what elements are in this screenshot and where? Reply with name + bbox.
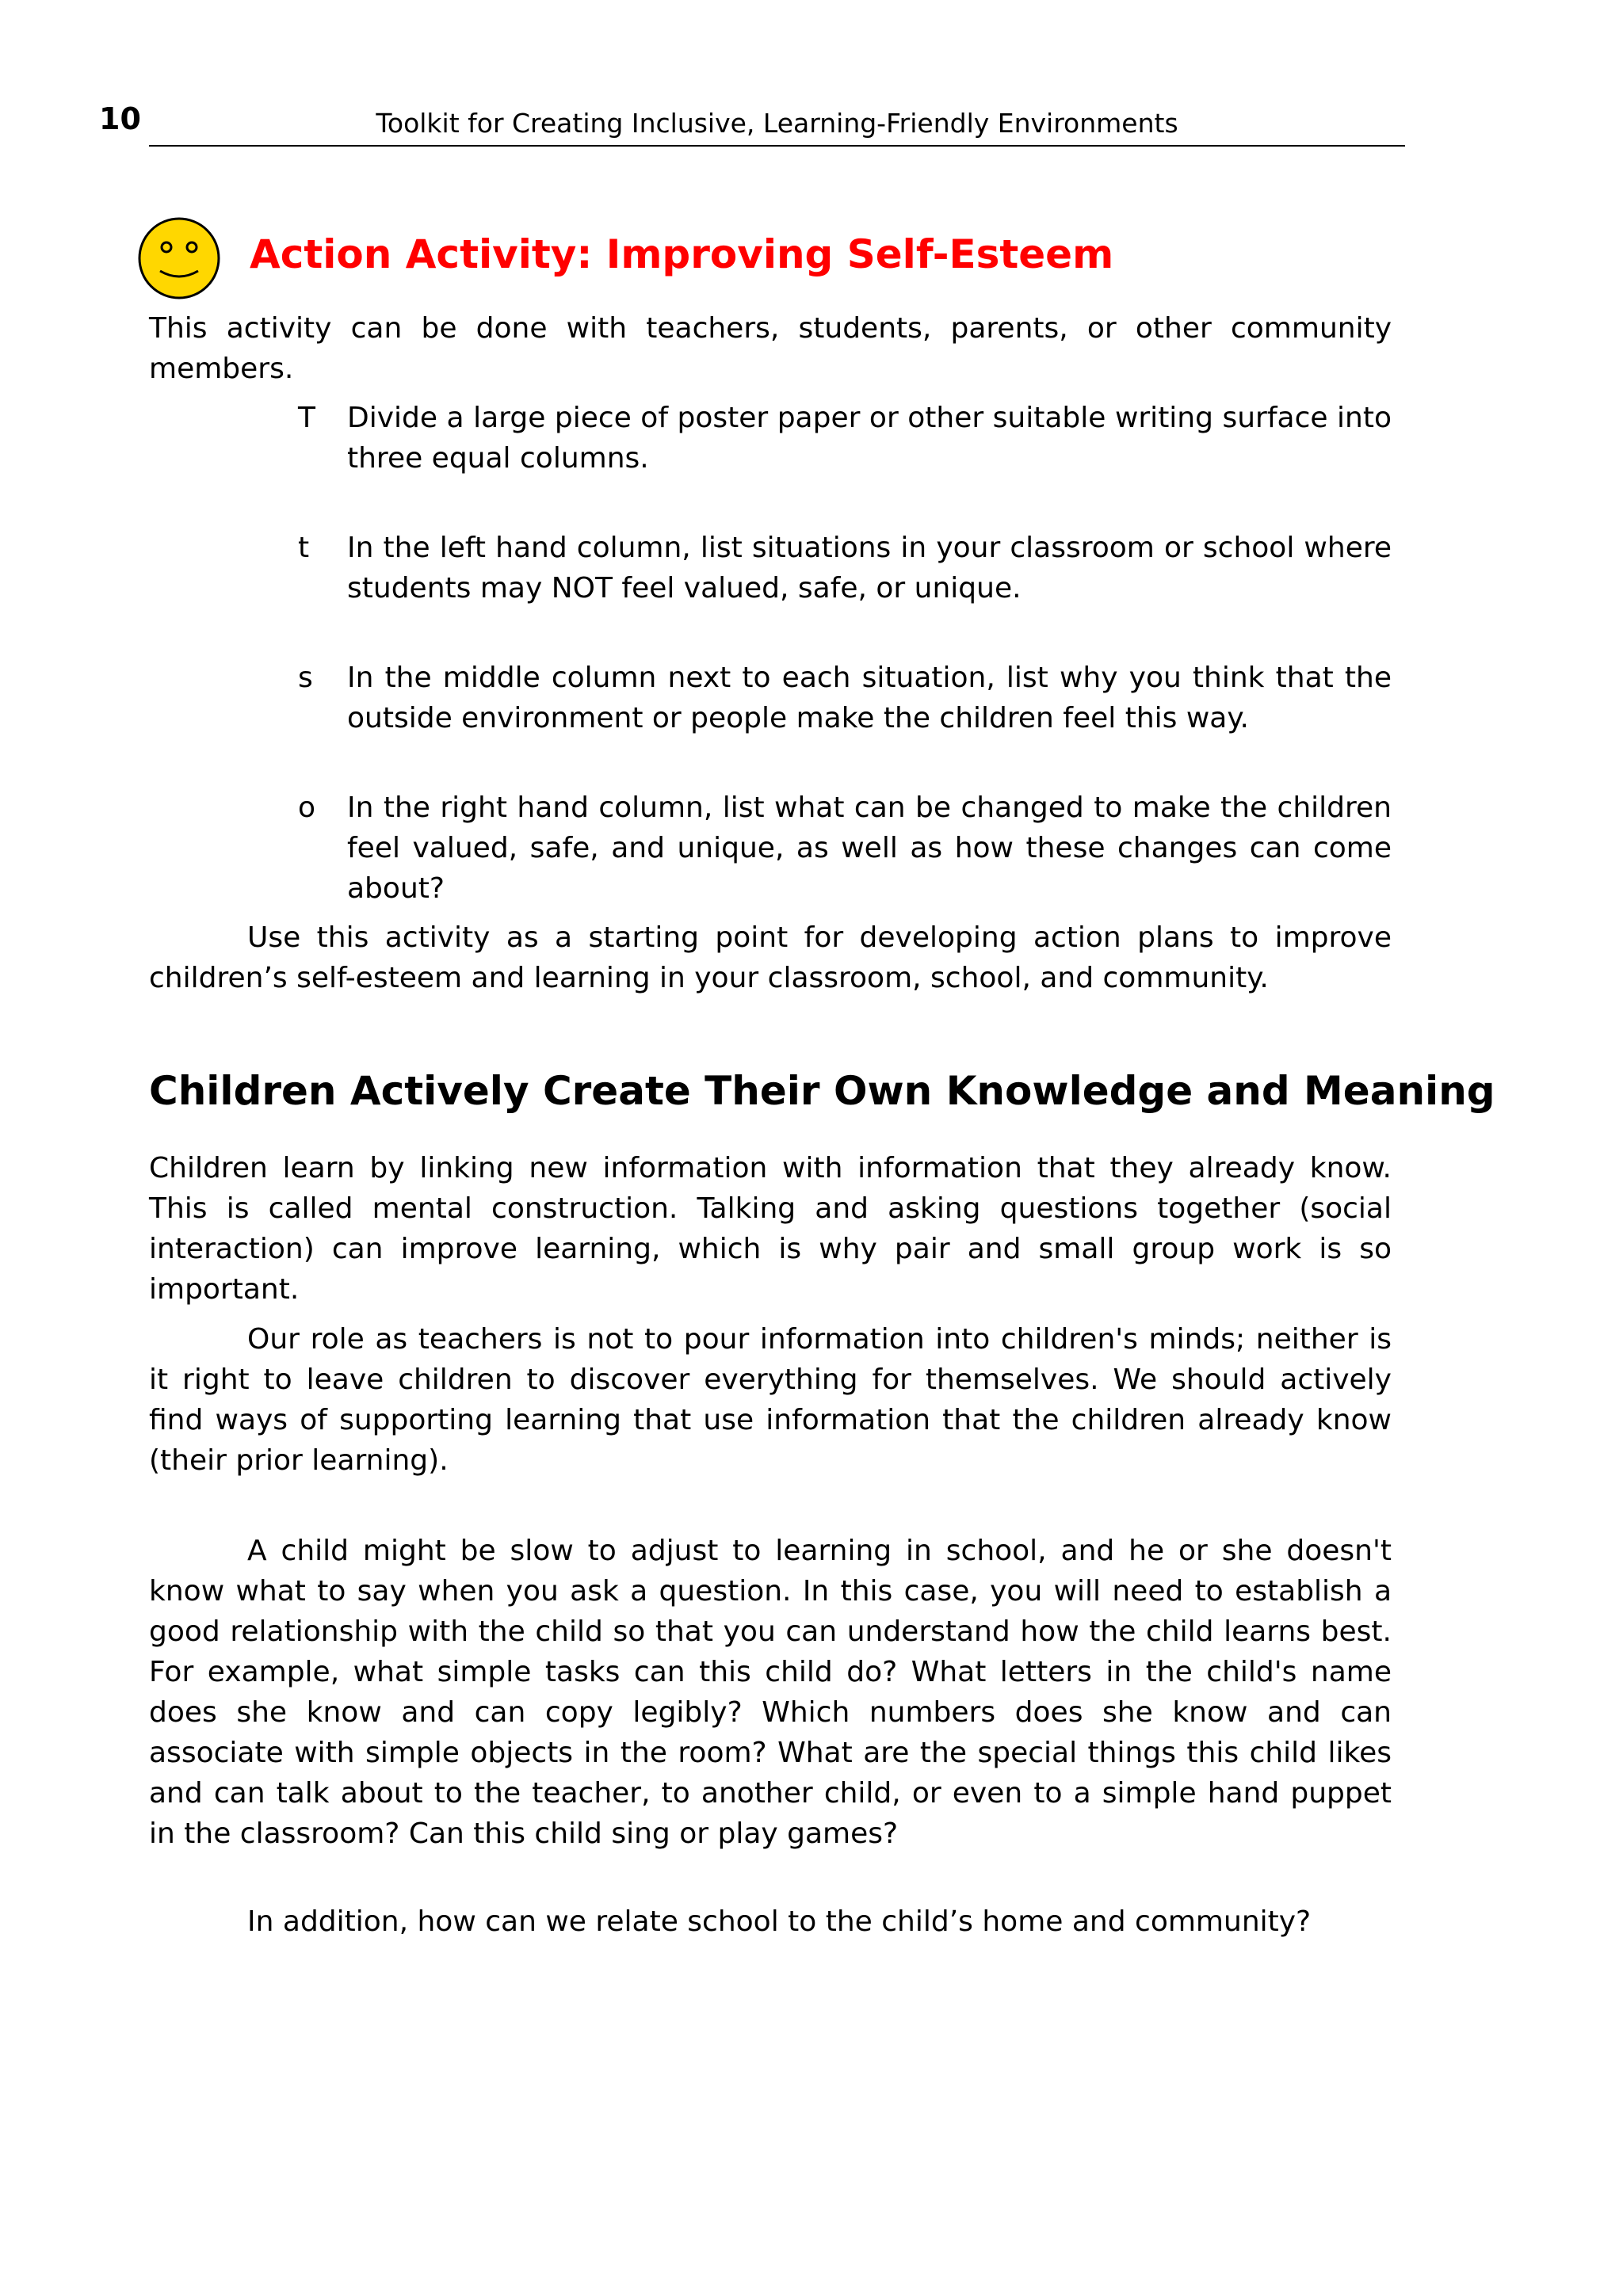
running-header: Toolkit for Creating Inclusive, Learning-Friendly Environments	[376, 108, 1178, 139]
smiley-face-icon	[136, 215, 222, 301]
step-bullet: o	[298, 791, 316, 824]
body-paragraph: A child might be slow to adjust to learning in school, and he or she doesn't know what to say when you ask a question. In this case, you will need to establish a good relationship with the child so that you can understand how the child learns best. For example, what simple tasks can this child do? What letters in the child's name does she know and can copy legibly? Which numbers does she know and can associate with simple objects in the room? What are the special things this child likes and can talk about to the teacher, to another child, or even to a simple hand puppet in the classroom? Can this child sing or play games?	[149, 1535, 1392, 1850]
section-heading: Children Actively Create Their Own Knowledge and Meaning	[149, 1068, 1495, 1114]
body-paragraph: Children learn by linking new information with information that they already know. This is called mental construction. Talking and asking questions together (social interaction) can improve learning, which is why pair and small group work is so important.	[149, 1152, 1392, 1306]
step-text: Divide a large piece of poster paper or other suitable writing surface into three equal columns.	[347, 402, 1392, 475]
activity-intro: This activity can be done with teachers, students, parents, or other community members.	[149, 312, 1392, 385]
step-bullet: T	[298, 402, 315, 434]
page-number: 10	[99, 101, 141, 136]
step-bullet: t	[298, 532, 310, 564]
step-text: In the left hand column, list situations in your classroom or school where students may NOT feel valued, safe, or unique.	[347, 532, 1392, 605]
step-text: In the middle column next to each situation, list why you think that the outside environment or people make the children feel this way.	[347, 662, 1392, 734]
step-text: In the right hand column, list what can be changed to make the children feel valued, safe, and unique, as well as how these changes can come about?	[347, 791, 1392, 905]
activity-title: Action Activity: Improving Self-Esteem	[250, 231, 1114, 277]
step-bullet: s	[298, 662, 313, 694]
body-paragraph: In addition, how can we relate school to the child’s home and community?	[247, 1905, 1312, 1938]
activity-closing: Use this activity as a starting point for developing action plans to improve children’s self-esteem and learning in your classroom, school, and community.	[149, 921, 1392, 994]
body-paragraph: Our role as teachers is not to pour information into children's minds; neither is it right to leave children to discover everything for themselves. We should actively find ways of supporting learning that use information that the children already know (their prior learning).	[149, 1323, 1392, 1477]
header-rule	[149, 145, 1405, 147]
